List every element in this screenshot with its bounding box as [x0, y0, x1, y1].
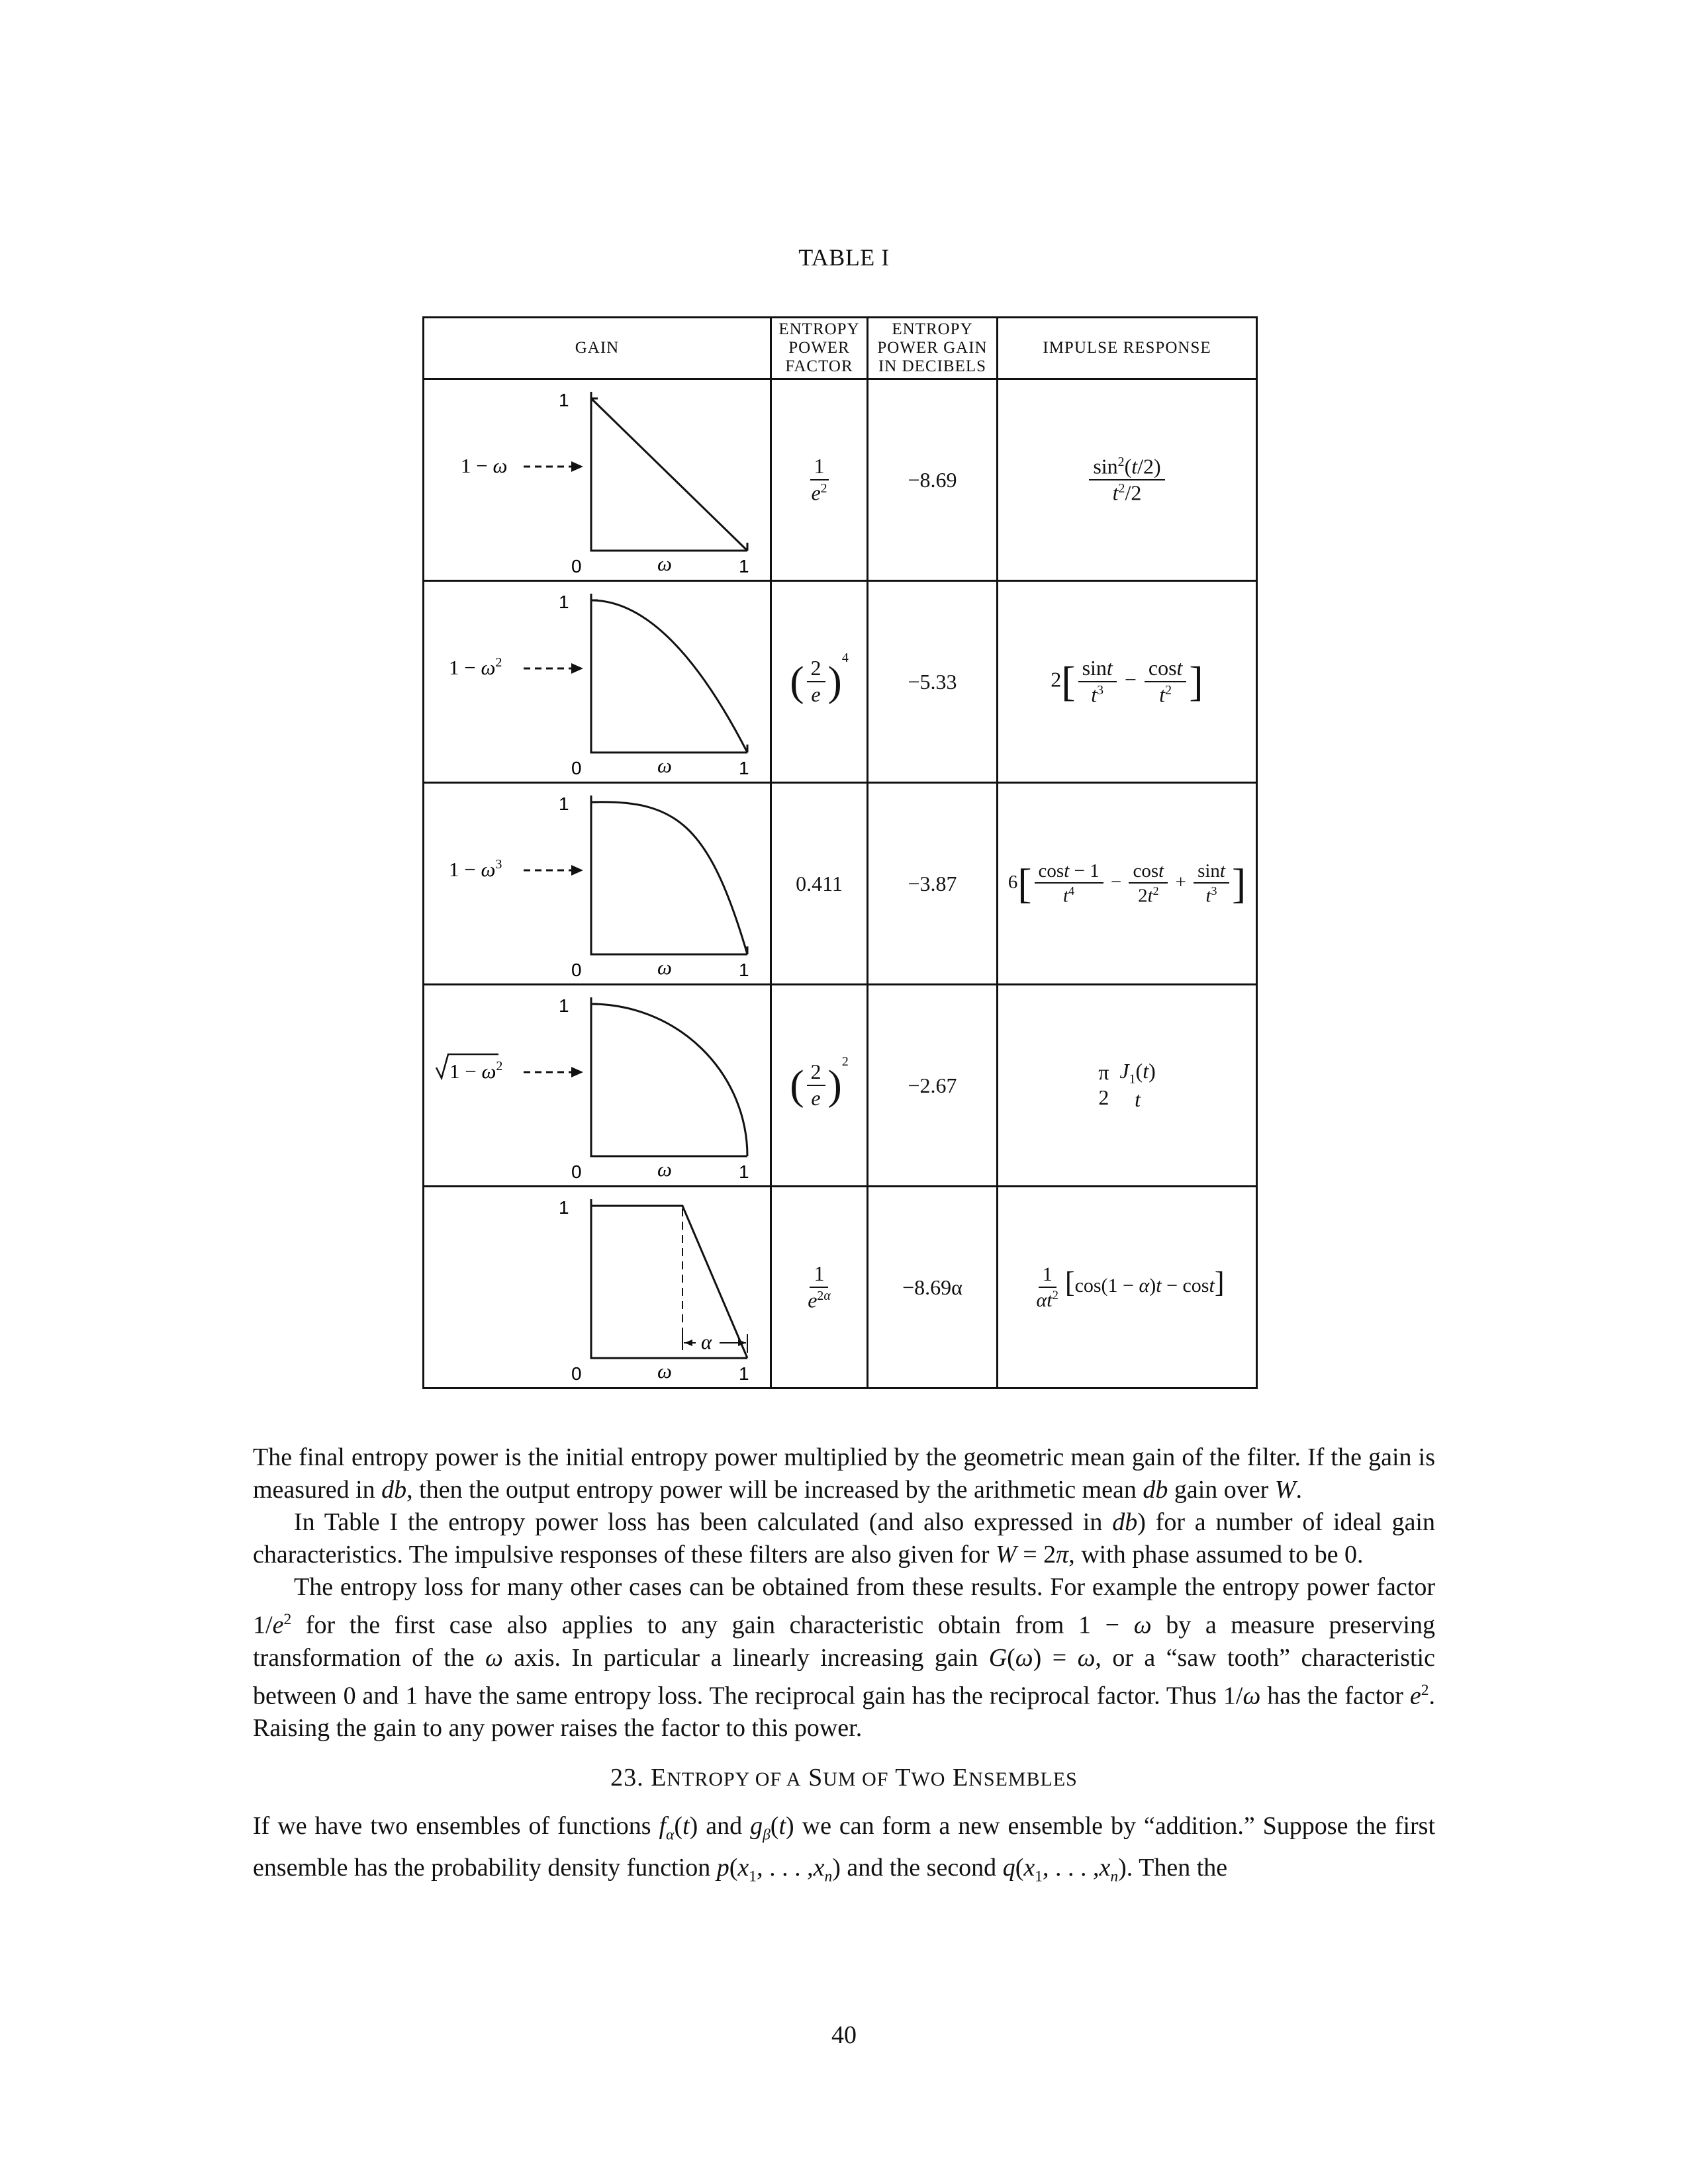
impulse-cell: $\frac{1}{\alpha t^2}$ [cos(1 − α)t − cost]: [998, 1187, 1257, 1388]
header-entropy-power-gain-db: ENTROPY POWER GAIN IN DECIBELS: [868, 318, 998, 379]
table-row: [424, 581, 1257, 783]
svg-text:1: 1: [739, 758, 749, 778]
gain-plot-linear: [424, 380, 770, 580]
decibels-cell: −3.87: [868, 783, 998, 985]
svg-text:1: 1: [739, 1161, 749, 1182]
power-factor-cell: 0.411: [771, 783, 868, 985]
paragraph: The entropy loss for many other cases can be obtained from these results. For example the entropy power factor $1/e^2$ for the first case also applies to any gain characteristic obtain from 1 − ω by a measure preserving transformation of the ω axis. In particular a linearly increasing gain G(ω) = ω, or a “saw tooth” characteristic between 0 and 1 have the same entropy loss. The reciprocal gain has the reciprocal factor. Thus 1/ω has the factor $e^2$. Raising the gain to any power raises the factor to this power.: [253, 1573, 1435, 1743]
gain-plot-trapezoid: [424, 1187, 770, 1387]
svg-text:1 − ω3: $1 - \omega^3$: [449, 857, 502, 881]
svg-text:1: 1: [739, 556, 749, 576]
svg-text:ω: ω: [657, 754, 672, 777]
svg-text:1: 1: [559, 794, 569, 814]
entropy-table: [422, 316, 1258, 1389]
svg-text:ω: ω: [657, 956, 672, 979]
gain-label: 1 − ω: [461, 454, 508, 477]
gain-cell: [424, 581, 771, 783]
section-heading: 23. ENTROPY OF A SUM OF TWO ENSEMBLES: [610, 1764, 1078, 1792]
svg-text:1: 1: [739, 1363, 749, 1384]
svg-text:1: 1: [559, 592, 569, 612]
table-row: [424, 379, 1257, 581]
table-row: [424, 1187, 1257, 1388]
svg-text:0: 0: [571, 758, 582, 778]
paragraph: In Table I the entropy power loss has been calculated (and also expressed in db) for a number of ideal gain characteristics. The impulsive responses of these filters are also given for W = 2π, with phase assumed to be 0.: [253, 1508, 1435, 1569]
gain-plot-quadratic: [424, 582, 770, 782]
svg-text:1: 1: [559, 390, 569, 410]
svg-text:1 − ω2: $1 - \omega^2$: [449, 655, 502, 679]
decibels-cell: −8.69: [868, 379, 998, 581]
svg-text:ω: ω: [657, 1359, 672, 1383]
header-entropy-power-factor: ENTROPY POWER FACTOR: [771, 318, 868, 379]
body-text: [253, 1441, 1435, 1893]
paragraph: If we have two ensembles of functions $f_\alpha(t)$ and $g_\beta(t)$ we can form a new ensemble by “addition.” Suppose the first ensemble has the probability density function $p(x_1$, . . . $,x_n$) and the second $q(x_1$, . . . $,x_n$). Then the: [253, 1812, 1436, 1886]
table-header-row: [424, 318, 1257, 379]
svg-text:α: α: [701, 1330, 712, 1353]
svg-text:ω: ω: [657, 552, 672, 575]
gain-plot-circular: [424, 985, 770, 1185]
svg-text:1: 1: [739, 960, 749, 980]
paragraph: The final entropy power is the initial entropy power multiplied by the geometric mean gain of the filter. If the gain is measured in db, then the output entropy power will be increased by the arithmetic mean db gain over W.: [253, 1443, 1435, 1504]
table-title: TABLE I: [798, 244, 890, 271]
decibels-cell: −2.67: [868, 985, 998, 1187]
power-factor-cell: $\frac{1}{e^{2\alpha}}$: [771, 1187, 868, 1388]
impulse-cell: 2[ $\frac{\sin t}{t^3}$ − $\frac{\cos t}{t^2}$ ]: [998, 581, 1257, 783]
power-factor-cell: ( $\frac{2}{e}$ )$^4$: [771, 581, 868, 783]
decibels-cell: −8.69α: [868, 1187, 998, 1388]
table-row: [424, 985, 1257, 1187]
table-row: [424, 783, 1257, 985]
svg-text:1: 1: [559, 1197, 569, 1218]
gain-cell: [424, 985, 771, 1187]
svg-text:1 − ω2: $1 - \omega^2$: [449, 1059, 503, 1083]
svg-text:0: 0: [571, 1363, 582, 1384]
page-number: 40: [831, 2021, 857, 2049]
power-factor-cell: $\frac{1}{e^2}$: [771, 379, 868, 581]
svg-text:ω: ω: [657, 1158, 672, 1181]
svg-text:1: 1: [559, 995, 569, 1016]
gain-cell: [424, 1187, 771, 1388]
impulse-cell: $\frac{\sin^2(t/2)}{t^2/2}$: [998, 379, 1257, 581]
decibels-cell: −5.33: [868, 581, 998, 783]
gain-cell: [424, 379, 771, 581]
gain-plot-cubic: [424, 784, 770, 983]
svg-text:0: 0: [571, 1161, 582, 1182]
svg-text:0: 0: [571, 556, 582, 576]
power-factor-cell: ( $\frac{2}{e}$ )$^2$: [771, 985, 868, 1187]
gain-cell: [424, 783, 771, 985]
header-impulse-response: IMPULSE RESPONSE: [998, 318, 1257, 379]
impulse-cell: 6[ $\frac{\cos t - 1}{t^4}$ − $\frac{\cos t}{2t^2}$ + $\frac{\sin t}{t^3}$ ]: [998, 783, 1257, 985]
impulse-cell: π 2 $J_1(t)$ t: [998, 985, 1257, 1187]
svg-text:0: 0: [571, 960, 582, 980]
header-gain: GAIN: [424, 318, 771, 379]
